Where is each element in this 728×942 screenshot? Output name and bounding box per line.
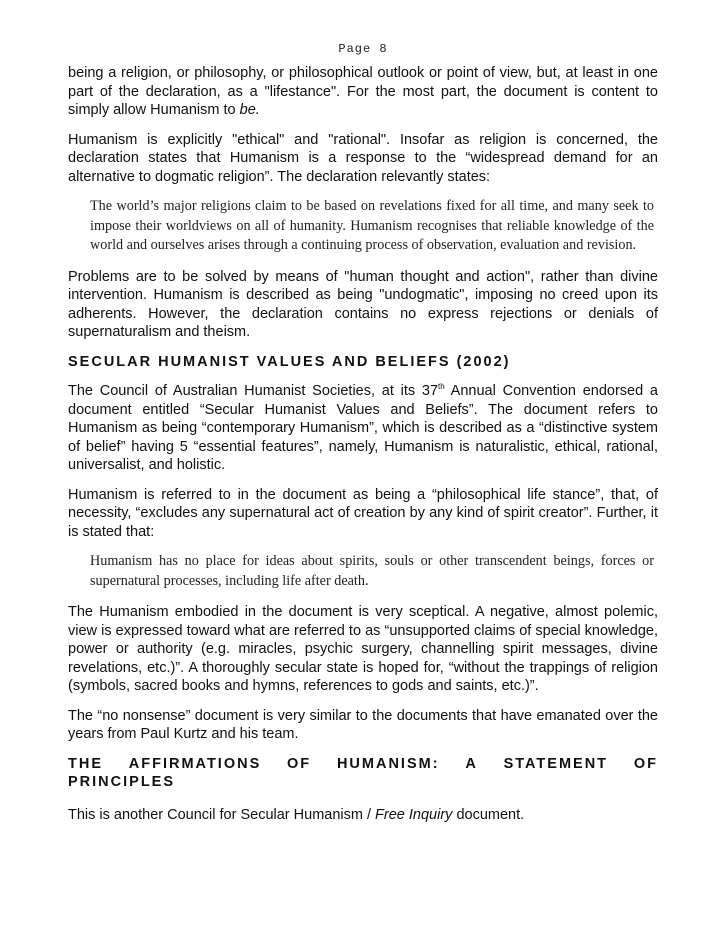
heading-line-1 [68,755,658,774]
paragraph-text: Annual Convention endorsed a document entitled “Secular Humanist Values and Beliefs”. The document refers to Humanism as being “contemporary Humanism”, which is described as a “distinctive system of belief” having 5 “essential features”, namely, Humanism is naturalistic, ethical, rational, universalist, and holistic. [68,383,658,473]
heading-word: THE [68,755,103,772]
page-number: Page 8 [338,42,388,56]
heading-word: STATEMENT [503,755,609,772]
paragraph-life-stance: Humanism is referred to in the document as being a “philosophical life stance”, that, of necessity, “excludes any supernatural act of creation by any kind of spirit creator”. Further, it is stated that: [68,486,658,540]
paragraph-lifestance [68,64,658,120]
paragraph-ethical-rational: Humanism is explicitly "ethical" and "rational". Insofar as religion is concerned, the declaration states that Humanism is a response to the “widespread demand for an alternative to dogmatic religion”. The declaration relevantly states: [68,131,658,185]
paragraph-no-nonsense: The “no nonsense” document is very similar to the documents that have emanated over the years from Paul Kurtz and his team. [68,707,658,742]
section-heading-secular-values: SECULAR HUMANIST VALUES AND BELIEFS (2002) [68,353,511,370]
paragraph-text: The Council of Australian Humanist Societies, at its 37 [68,383,439,399]
block-quote-spirits: Humanism has no place for ideas about spirits, souls or other transcendent beings, forces or supernatural processes, including life after death. [90,553,654,589]
paragraph-problems: Problems are to be solved by means of "human thought and action", rather than divine intervention. Humanism is described as being "undogmatic", imposing no creed upon its adherents. However, the declaration contains no express rejections or denials of supernaturalism and theism. [68,268,658,340]
heading-word: AFFIRMATIONS [128,755,262,772]
heading-line-2: PRINCIPLES [68,774,176,790]
emphasis-be: be. [239,102,260,118]
block-quote-religions: The world’s major religions claim to be based on revelations fixed for all time, and many seek to impose their worldviews on all of humanity. Humanism recognises that reliable knowledge of the world and ourselves arises through a continuing process of observation, evaluation and revision. [90,198,654,253]
heading-word: OF [633,755,658,772]
section-heading-affirmations [68,755,658,792]
paragraph-text: being a religion, or philosophy, or philosophical outlook or point of view, but, at least in one part of the declaration, as a "lifestance". For the most part, the document is content to simply allow Humanism to [68,65,658,118]
superscript-th: th [438,382,445,392]
paragraph-free-inquiry [68,806,658,825]
paragraph-sceptical: The Humanism embodied in the document is very sceptical. A negative, almost polemic, view is expressed toward what are referred to as “unsupported claims of special knowledge, power or authority (e.g. miracles, psychic surgery, channelling spirit messages, divine revelations, etc.)”. A thoroughly secular state is hoped for, “without the trappings of religion (symbols, sacred books and hymns, references to gods and saints, etc.)”. [68,604,658,694]
heading-word: OF [287,755,312,772]
paragraph-text: This is another Council for Secular Humanism / [68,806,376,823]
heading-word: HUMANISM: [336,755,440,772]
emphasis-free-inquiry: Free Inquiry [375,806,453,823]
heading-word: A [465,755,478,772]
paragraph-text: document. [452,806,525,823]
paragraph-council [68,382,658,475]
